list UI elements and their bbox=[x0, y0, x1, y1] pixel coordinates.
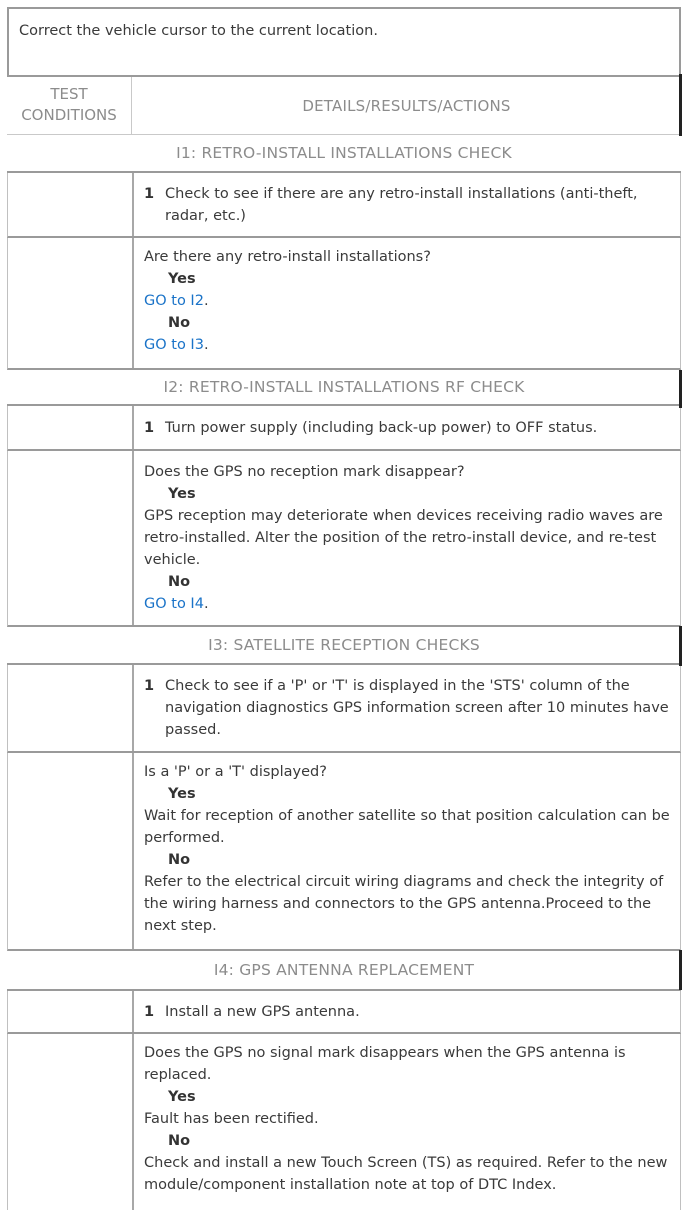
i3-yes: Yes bbox=[168, 786, 196, 802]
i3-step: 1 Check to see if a 'P' or 'T' is displayed in the 'STS' column of the navigation diagnostics GPS information screen after 10 minutes have passed. bbox=[144, 675, 670, 741]
i1-question: Are there any retro-install installations? bbox=[144, 249, 431, 265]
i4-result-row bbox=[7, 1034, 681, 1210]
i3-result-row bbox=[7, 753, 681, 951]
i2-step: 1 Turn power supply (including back-up power) to OFF status. bbox=[144, 417, 670, 439]
intro-text: Correct the vehicle cursor to the current location. bbox=[19, 23, 378, 39]
i1-yes: Yes bbox=[168, 271, 196, 287]
i2-step-row bbox=[7, 406, 681, 451]
i1-step-text: Check to see if there are any retro-install installations (anti-theft, radar, etc.) bbox=[165, 186, 638, 224]
section-title-i2: I2: RETRO-INSTALL INSTALLATIONS RF CHECK bbox=[7, 370, 681, 406]
diagnostic-procedure bbox=[7, 7, 681, 1210]
i4-no: No bbox=[168, 1133, 191, 1149]
edge-marker bbox=[679, 950, 682, 990]
i2-result-row: Does the GPS no reception mark disappear? Yes GPS reception may deteriorate when devices receiving radio waves are retro-installed. Alter the position of the retro-install device, and re-test vehicle. No GO to I4. bbox=[7, 451, 681, 627]
section-title-i1: I1: RETRO-INSTALL INSTALLATIONS CHECK bbox=[7, 135, 681, 173]
i2-yes: Yes bbox=[168, 486, 196, 502]
i4-yes-text: Fault has been rectified. bbox=[144, 1111, 319, 1127]
i4-question: Does the GPS no signal mark disappears when the GPS antenna is replaced. bbox=[144, 1045, 626, 1083]
intro-box bbox=[7, 7, 681, 75]
i3-step-row bbox=[7, 665, 681, 753]
i3-no-text: Refer to the electrical circuit wiring diagrams and check the integrity of the wiring harness and connectors to the GPS antenna.Proceed to the next step. bbox=[144, 874, 664, 934]
i1-goto-i3-link[interactable]: GO to I3 bbox=[144, 337, 204, 353]
i1-step: 1 Check to see if there are any retro-install installations (anti-theft, radar, etc.) bbox=[144, 183, 670, 227]
header-test-conditions: TEST CONDITIONS bbox=[7, 77, 132, 134]
section-title-i3: I3: SATELLITE RECEPTION CHECKS bbox=[7, 627, 681, 665]
i4-step: 1 Install a new GPS antenna. bbox=[144, 1001, 670, 1023]
i3-yes-text: Wait for reception of another satellite so that position calculation can be performed. bbox=[144, 808, 670, 846]
i2-yes-text: GPS reception may deteriorate when devices receiving radio waves are retro-installed. Alter the position of the retro-install device, and re-test vehicle. bbox=[144, 508, 663, 568]
i1-step-row bbox=[7, 173, 681, 238]
section-title-i4: I4: GPS ANTENNA REPLACEMENT bbox=[7, 951, 681, 991]
edge-marker bbox=[679, 370, 682, 408]
i2-step-text: Turn power supply (including back-up power) to OFF status. bbox=[165, 420, 598, 436]
i1-goto-i2-link[interactable]: GO to I2 bbox=[144, 293, 204, 309]
table-header bbox=[7, 75, 681, 135]
i3-no: No bbox=[168, 852, 191, 868]
i2-question: Does the GPS no reception mark disappear? bbox=[144, 464, 465, 480]
i1-no: No bbox=[168, 315, 191, 331]
i3-step-text: Check to see if a 'P' or 'T' is displayed in the 'STS' column of the navigation diagnostics GPS information screen after 10 minutes have passed. bbox=[165, 678, 669, 738]
i4-no-text: Check and install a new Touch Screen (TS) as required. Refer to the new module/component installation note at top of DTC Index. bbox=[144, 1155, 668, 1193]
i3-question: Is a 'P' or a 'T' displayed? bbox=[144, 764, 327, 780]
i1-result-row: Are there any retro-install installations? Yes GO to I2. No GO to I3. bbox=[7, 238, 681, 370]
i2-goto-i4-link[interactable]: GO to I4 bbox=[144, 596, 204, 612]
i4-yes: Yes bbox=[168, 1089, 196, 1105]
i4-step-text: Install a new GPS antenna. bbox=[165, 1004, 360, 1020]
edge-marker bbox=[679, 626, 682, 666]
edge-marker bbox=[679, 74, 682, 136]
header-details: DETAILS/RESULTS/ACTIONS bbox=[302, 97, 511, 115]
i4-step-row bbox=[7, 991, 681, 1034]
i2-no: No bbox=[168, 574, 191, 590]
